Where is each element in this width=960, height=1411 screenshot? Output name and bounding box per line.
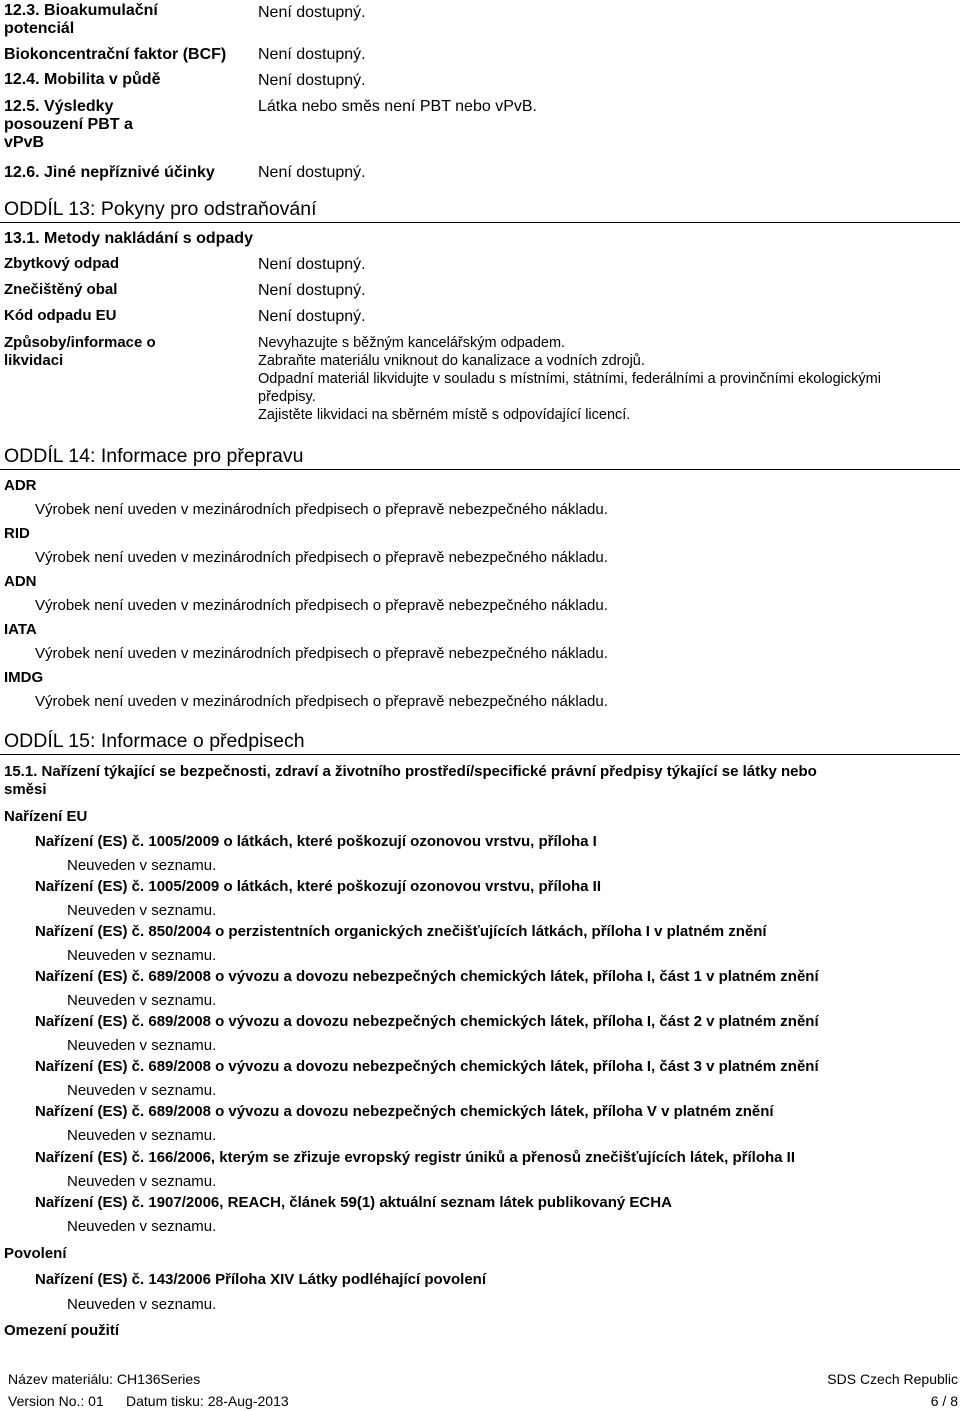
transport-imdg-text: Výrobek není uveden v mezinárodních předpisech o přepravě nebezpečného nákladu. — [35, 693, 608, 710]
section-13-heading: ODDÍL 13: Pokyny pro odstraňování — [4, 198, 317, 220]
contaminated-packaging-label: Znečištěný obal — [4, 281, 118, 298]
contaminated-packaging-value: Není dostupný. — [258, 282, 366, 299]
disposal-methods-label: Způsoby/informace o likvidaci — [4, 334, 156, 369]
pbt-value: Látka nebo směs není PBT nebo vPvB. — [258, 98, 537, 115]
authorisations-label: Povolení — [4, 1245, 67, 1262]
regulation-status: Neuveden v seznamu. — [67, 992, 217, 1009]
regulation-status: Neuveden v seznamu. — [67, 902, 217, 919]
transport-adn-label: ADN — [4, 573, 37, 590]
transport-rid-text: Výrobek není uveden v mezinárodních předpisech o přepravě nebezpečného nákladu. — [35, 549, 608, 566]
footer-material-name: Název materiálu: CH136Series — [8, 1371, 201, 1387]
regulation-title: Nařízení (ES) č. 1005/2009 o látkách, které poškozují ozonovou vrstvu, příloha I — [35, 833, 597, 850]
transport-adn-text: Výrobek není uveden v mezinárodních předpisech o přepravě nebezpečného nákladu. — [35, 597, 608, 614]
transport-iata-text: Výrobek není uveden v mezinárodních předpisech o přepravě nebezpečného nákladu. — [35, 645, 608, 662]
regulation-status: Neuveden v seznamu. — [67, 1082, 217, 1099]
regulation-title: Nařízení (ES) č. 689/2008 o vývozu a dovozu nebezpečných chemických látek, příloha V v platném znění — [35, 1103, 774, 1120]
footer-sds-label: SDS Czech Republic — [827, 1371, 958, 1387]
transport-adr-text: Výrobek není uveden v mezinárodních předpisech o přepravě nebezpečného nákladu. — [35, 501, 608, 518]
regulation-status: Neuveden v seznamu. — [67, 947, 217, 964]
footer-print-date: Datum tisku: 28-Aug-2013 — [126, 1393, 289, 1409]
section-15-1-heading: 15.1. Nařízení týkající se bezpečnosti, zdraví a životního prostředí/specifické právní předpisy týkající se látky nebo směsi — [4, 763, 817, 798]
bioaccumulation-value: Není dostupný. — [258, 4, 366, 21]
regulation-title: Nařízení (ES) č. 850/2004 o perzistentních organických znečišťujících látkách, příloha I v platném znění — [35, 923, 767, 940]
residual-waste-value: Není dostupný. — [258, 256, 366, 273]
eu-regulations-label: Nařízení EU — [4, 808, 88, 825]
other-effects-label: 12.6. Jiné nepříznivé účinky — [4, 164, 215, 181]
regulation-status: Neuveden v seznamu. — [67, 1173, 217, 1190]
regulation-status: Neuveden v seznamu. — [67, 1127, 217, 1144]
regulation-title: Nařízení (ES) č. 689/2008 o vývozu a dovozu nebezpečných chemických látek, příloha I, část 2 v platném znění — [35, 1013, 819, 1030]
regulation-title: Nařízení (ES) č. 689/2008 o vývozu a dovozu nebezpečných chemických látek, příloha I, část 3 v platném znění — [35, 1058, 819, 1075]
bcf-label: Biokoncentrační faktor (BCF) — [4, 46, 227, 63]
section-14-heading: ODDÍL 14: Informace pro přepravu — [4, 445, 304, 467]
residual-waste-label: Zbytkový odpad — [4, 255, 120, 272]
regulation-title: Nařízení (ES) č. 1907/2006, REACH, článek 59(1) aktuální seznam látek publikovaný ECHA — [35, 1194, 672, 1211]
section-13-rule — [0, 222, 960, 223]
pbt-label: 12.5. Výsledky posouzení PBT a vPvB — [4, 98, 133, 151]
other-effects-value: Není dostupný. — [258, 164, 366, 181]
footer-page-number: 6 / 8 — [930, 1393, 958, 1409]
transport-iata-label: IATA — [4, 621, 37, 638]
transport-rid-label: RID — [4, 525, 30, 542]
section-13-1-heading: 13.1. Metody nakládání s odpady — [4, 230, 253, 247]
regulation-status: Neuveden v seznamu. — [67, 1037, 217, 1054]
authorisation-regulation-title: Nařízení (ES) č. 143/2006 Příloha XIV Látky podléhající povolení — [35, 1271, 486, 1288]
regulation-status: Neuveden v seznamu. — [67, 1218, 217, 1235]
section-15-heading: ODDÍL 15: Informace o předpisech — [4, 730, 305, 752]
transport-imdg-label: IMDG — [4, 669, 44, 686]
section-15-rule — [0, 754, 960, 755]
regulation-title: Nařízení (ES) č. 689/2008 o vývozu a dovozu nebezpečných chemických látek, příloha I, část 1 v platném znění — [35, 968, 819, 985]
footer-version: Version No.: 01 — [8, 1393, 104, 1409]
regulation-status: Neuveden v seznamu. — [67, 857, 217, 874]
transport-adr-label: ADR — [4, 477, 37, 494]
authorisation-status: Neuveden v seznamu. — [67, 1296, 217, 1313]
disposal-methods-text: Nevyhazujte s běžným kancelářským odpadem. Zabraňte materiálu vniknout do kanalizace a vodních zdrojů. Odpadní materiál likvidujte v souladu s místními, státními, federálními a provinčními ekologickými předpisy. Zajistěte likvidaci na sběrném místě s odpovídající licencí. — [258, 335, 881, 423]
regulation-title: Nařízení (ES) č. 166/2006, kterým se zřizuje evropský registr úniků a přenosů znečišťujících látek, příloha II — [35, 1149, 795, 1166]
restrictions-label: Omezení použití — [4, 1322, 120, 1339]
regulation-title: Nařízení (ES) č. 1005/2009 o látkách, které poškozují ozonovou vrstvu, příloha II — [35, 878, 602, 895]
bioaccumulation-label: 12.3. Bioakumulační potenciál — [4, 2, 158, 37]
eu-waste-code-label: Kód odpadu EU — [4, 307, 117, 324]
mobility-label: 12.4. Mobilita v půdě — [4, 71, 161, 88]
eu-waste-code-value: Není dostupný. — [258, 308, 366, 325]
section-14-rule — [0, 469, 960, 470]
mobility-value: Není dostupný. — [258, 72, 366, 89]
bcf-value: Není dostupný. — [258, 46, 366, 63]
